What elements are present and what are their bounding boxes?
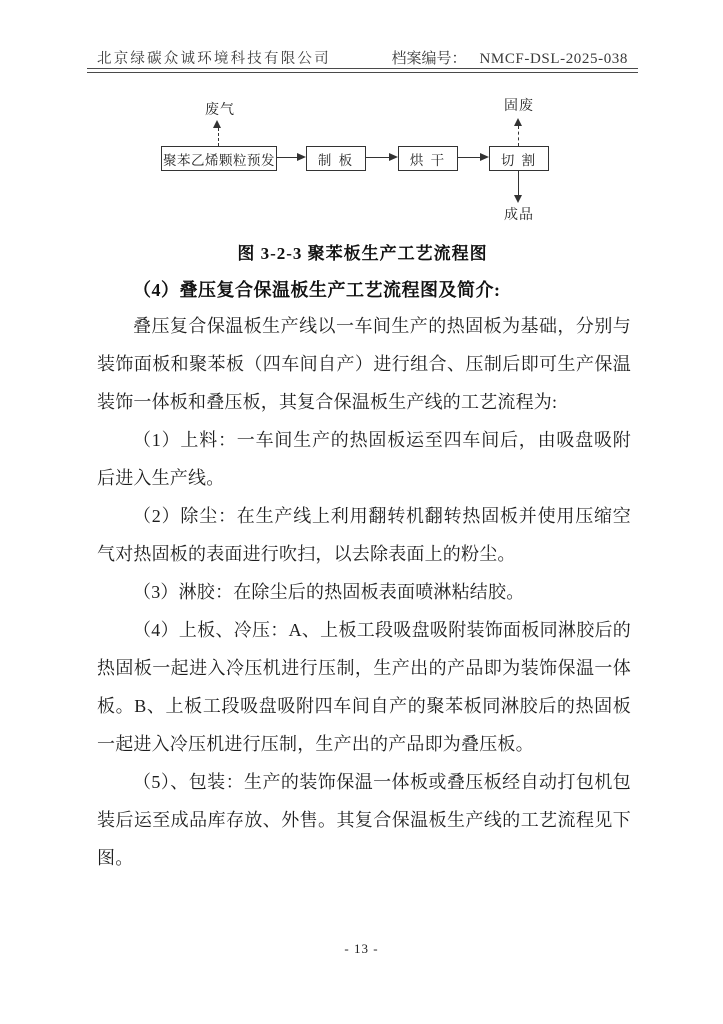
arrow-right-icon bbox=[480, 153, 489, 161]
dashed-line-solid-waste bbox=[518, 126, 519, 146]
flow-connector-line bbox=[366, 157, 390, 158]
flow-box-board-making: 制 板 bbox=[306, 146, 366, 171]
arrow-right-icon bbox=[297, 153, 306, 161]
paragraph-intro: 叠压复合保温板生产线以一车间生产的热固板为基础，分别与装饰面板和聚苯板（四车间自产）进行组合、压制后即可生产保温装饰一体板和叠压板，其复合保温板生产线的工艺流程为: bbox=[97, 316, 631, 412]
flow-connector-line bbox=[277, 157, 298, 158]
solid-waste-label: 固废 bbox=[504, 99, 534, 114]
flow-connector-line bbox=[458, 157, 481, 158]
line-to-product bbox=[518, 171, 519, 196]
dashed-line-waste-gas bbox=[218, 128, 219, 146]
paragraph-step-2: （2）除尘：在生产线上利用翻转机翻转热固板并使用压缩空气对热固板的表面进行吹扫，以去除表面上的粉尘。 bbox=[97, 506, 631, 564]
paragraph-step-3: （3）淋胶：在除尘后的热固板表面喷淋粘结胶。 bbox=[133, 582, 525, 602]
flow-box-prefoaming: 聚苯乙烯颗粒预发 bbox=[161, 146, 277, 171]
body-text bbox=[97, 307, 631, 877]
header-company-name: 北京绿碳众诚环境科技有限公司 bbox=[97, 51, 331, 67]
arrow-right-icon bbox=[389, 153, 398, 161]
header-doc-number bbox=[391, 47, 628, 68]
doc-number-label: 档案编号： bbox=[391, 51, 467, 67]
flow-box-cutting: 切 割 bbox=[489, 146, 549, 171]
arrow-down-icon bbox=[514, 195, 522, 203]
paragraph-step-1: （1）上料：一车间生产的热固板运至四车间后，由吸盘吸附后进入生产线。 bbox=[97, 430, 631, 488]
waste-gas-label: 废气 bbox=[205, 103, 235, 118]
header-divider-rule bbox=[87, 68, 638, 73]
section-heading: （4）叠压复合保温板生产工艺流程图及简介: bbox=[133, 280, 501, 300]
arrow-up-icon bbox=[213, 120, 221, 128]
doc-number-value: NMCF-DSL-2025-038 bbox=[479, 51, 628, 67]
arrow-up-icon bbox=[514, 118, 522, 126]
page-number: - 13 - bbox=[344, 941, 379, 956]
figure-caption: 图 3-2-3 聚苯板生产工艺流程图 bbox=[237, 244, 488, 263]
flow-box-drying: 烘 干 bbox=[398, 146, 458, 171]
paragraph-step-4: （4）上板、冷压：A、上板工段吸盘吸附装饰面板同淋胶后的热固板一起进入冷压机进行压制，生产出的产品即为装饰保温一体板。B、上板工段吸盘吸附四车间自产的聚苯板同淋胶后的热固板一起进入冷压机进行压制，生产出的产品即为叠压板。 bbox=[97, 620, 631, 754]
paragraph-step-5: （5）、包装：生产的装饰保温一体板或叠压板经自动打包机包装后运至成品库存放、外售。其复合保温板生产线的工艺流程见下图。 bbox=[97, 772, 631, 868]
product-label: 成品 bbox=[504, 208, 534, 223]
